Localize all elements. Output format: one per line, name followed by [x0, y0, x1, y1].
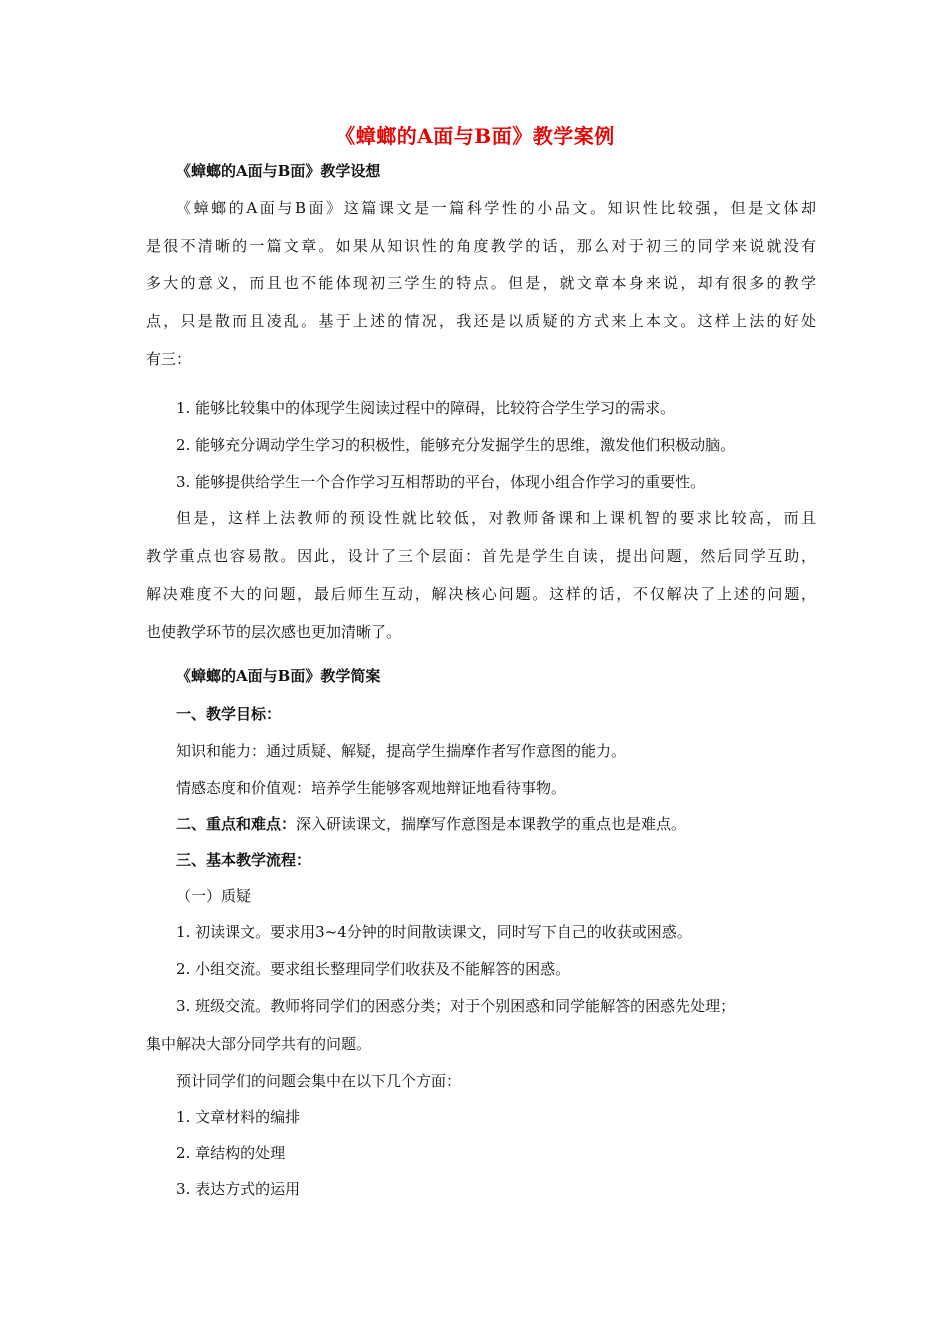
benefit-item: 3. 能够提供给学生一个合作学习互相帮助的平台，体现小组合作学习的重要性。: [176, 473, 706, 491]
section-heading-design: 《蟑螂的A面与B面》教学设想: [176, 162, 381, 180]
step-item-continued: 集中解决大部分同学共有的问题。: [146, 1035, 372, 1053]
flow-heading: 三、基本教学流程：: [176, 851, 312, 869]
benefit-item: 2. 能够充分调动学生学习的积极性，能够充分发掘学生的思维，激发他们积极动脑。: [176, 436, 736, 454]
paragraph-line: 多大的意义，而且也不能体现初三学生的特点。但是，就文章本身来说，却有很多的教学: [146, 274, 816, 292]
section-heading-plan: 《蟑螂的A面与B面》教学简案: [176, 667, 381, 685]
step-item: 3. 班级交流。教师将同学们的困惑分类；对于个别困惑和同学能解答的困惑先处理；: [176, 997, 736, 1015]
key-points-label: 二、重点和难点：: [176, 815, 297, 833]
key-points-row: [176, 813, 816, 835]
goal-emotion: 情感态度和价值观：培养学生能够客观地辩证地看待事物。: [176, 779, 567, 797]
document-title: 《蟑螂的A面与B面》教学案例: [335, 124, 615, 148]
issue-item: 3. 表达方式的运用: [176, 1180, 301, 1198]
paragraph-line: 有三：: [146, 350, 192, 368]
paragraph-line: 也使教学环节的层次感也更加清晰了。: [146, 623, 402, 641]
goals-heading: 一、教学目标：: [176, 705, 282, 723]
phase-label: （一）质疑: [176, 887, 252, 905]
paragraph-line: 解决难度不大的问题，最后师生互动，解决核心问题。这样的话，不仅解决了上述的问题，: [146, 585, 816, 603]
key-points-text: 深入研读课文，揣摩写作意图是本课教学的重点也是难点。: [296, 815, 687, 833]
step-item: 2. 小组交流。要求组长整理同学们收获及不能解答的困惑。: [176, 960, 571, 978]
prediction-intro: 预计同学们的问题会集中在以下几个方面：: [176, 1072, 462, 1090]
paragraph-line: 是很不清晰的一篇文章。如果从知识性的角度教学的话，那么对于初三的同学来说就没有: [146, 237, 816, 255]
issue-item: 2. 章结构的处理: [176, 1144, 286, 1162]
paragraph-line: 教学重点也容易散。因此，设计了三个层面：首先是学生自读，提出问题，然后同学互助，: [146, 547, 816, 565]
paragraph-line: 《蟑螂的A面与B面》这篇课文是一篇科学性的小品文。知识性比较强，但是文体却: [176, 199, 816, 217]
goal-knowledge: 知识和能力：通过质疑、解疑，提高学生揣摩作者写作意图的能力。: [176, 742, 627, 760]
issue-item: 1. 文章材料的编排: [176, 1108, 301, 1126]
benefit-item: 1. 能够比较集中的体现学生阅读过程中的障碍，比较符合学生学习的需求。: [176, 399, 676, 417]
paragraph-line: 但是，这样上法教师的预设性就比较低，对教师备课和上课机智的要求比较高，而且: [176, 509, 816, 527]
paragraph-line: 点，只是散而且凌乱。基于上述的情况，我还是以质疑的方式来上本文。这样上法的好处: [146, 312, 816, 330]
step-item: 1. 初读课文。要求用3~4分钟的时间散读课文，同时写下自己的收获或困惑。: [176, 923, 692, 941]
